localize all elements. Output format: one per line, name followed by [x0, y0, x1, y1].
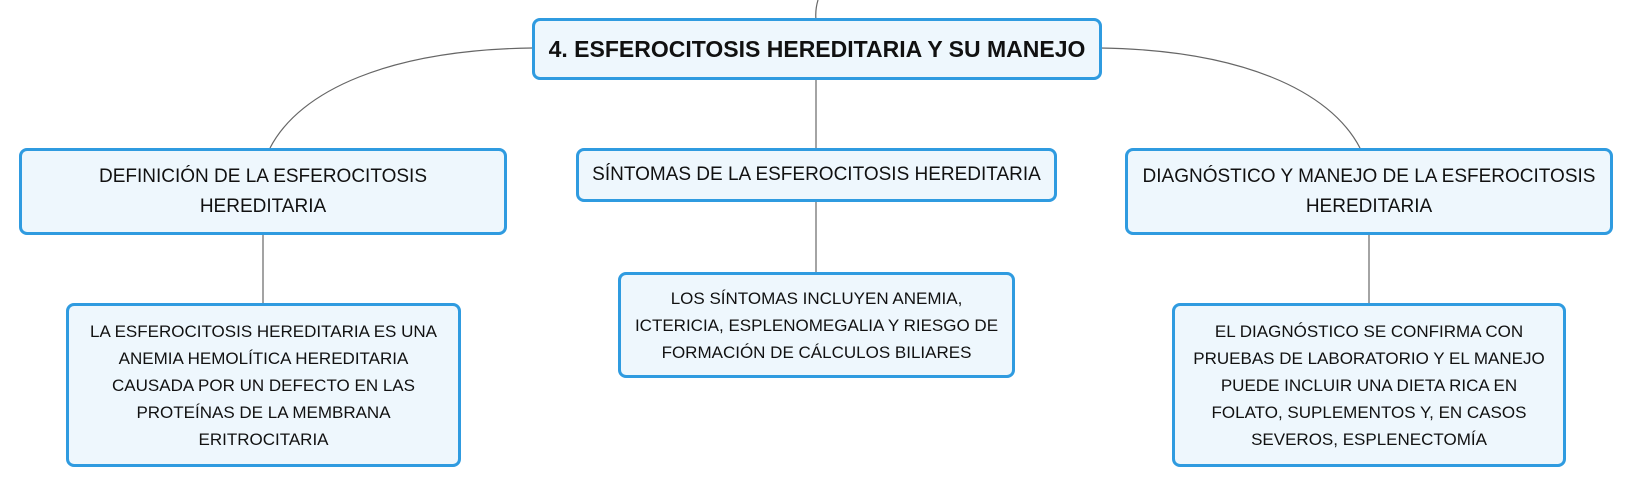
connector-root-to-definicion — [270, 48, 532, 148]
branch-node-sintomas[interactable] — [576, 148, 1057, 202]
detail-node-definicion[interactable] — [66, 303, 461, 467]
connector-root-to-diagnostico — [1100, 48, 1360, 148]
root-node[interactable] — [532, 18, 1102, 80]
branch-node-label: DIAGNÓSTICO Y MANEJO DE LA ESFEROCITOSIS HEREDITARIA — [1142, 165, 1596, 217]
branch-node-diagnostico[interactable] — [1125, 148, 1613, 235]
connector-parent-to-root — [816, 0, 818, 20]
branch-node-definicion[interactable] — [19, 148, 507, 235]
detail-node-label: LA ESFEROCITOSIS HEREDITARIA ES UNA ANEMIA HEMOLÍTICA HEREDITARIA CAUSADA POR UN DEFECTO EN LAS PROTEÍNAS DE LA MEMBRANA ERITROCITARIA — [89, 321, 437, 449]
root-node-label: 4. ESFEROCITOSIS HEREDITARIA Y SU MANEJO — [548, 35, 1086, 62]
branch-node-label: SÍNTOMAS DE LA ESFEROCITOSIS HEREDITARIA — [592, 164, 1041, 185]
detail-node-sintomas[interactable] — [618, 272, 1015, 378]
detail-node-label: LOS SÍNTOMAS INCLUYEN ANEMIA, ICTERICIA, ESPLENOMEGALIA Y RIESGO DE FORMACIÓN DE CÁLCULOS BILIARES — [634, 288, 999, 362]
detail-node-label: EL DIAGNÓSTICO SE CONFIRMA CON PRUEBAS DE LABORATORIO Y EL MANEJO PUEDE INCLUIR UNA DIETA RICA EN FOLATO, SUPLEMENTOS Y, EN CASOS SEVEROS, ESPLENECTOMÍA — [1193, 321, 1545, 449]
branch-node-label: DEFINICIÓN DE LA ESFEROCITOSIS HEREDITARIA — [99, 165, 427, 217]
detail-node-diagnostico[interactable] — [1172, 303, 1566, 467]
